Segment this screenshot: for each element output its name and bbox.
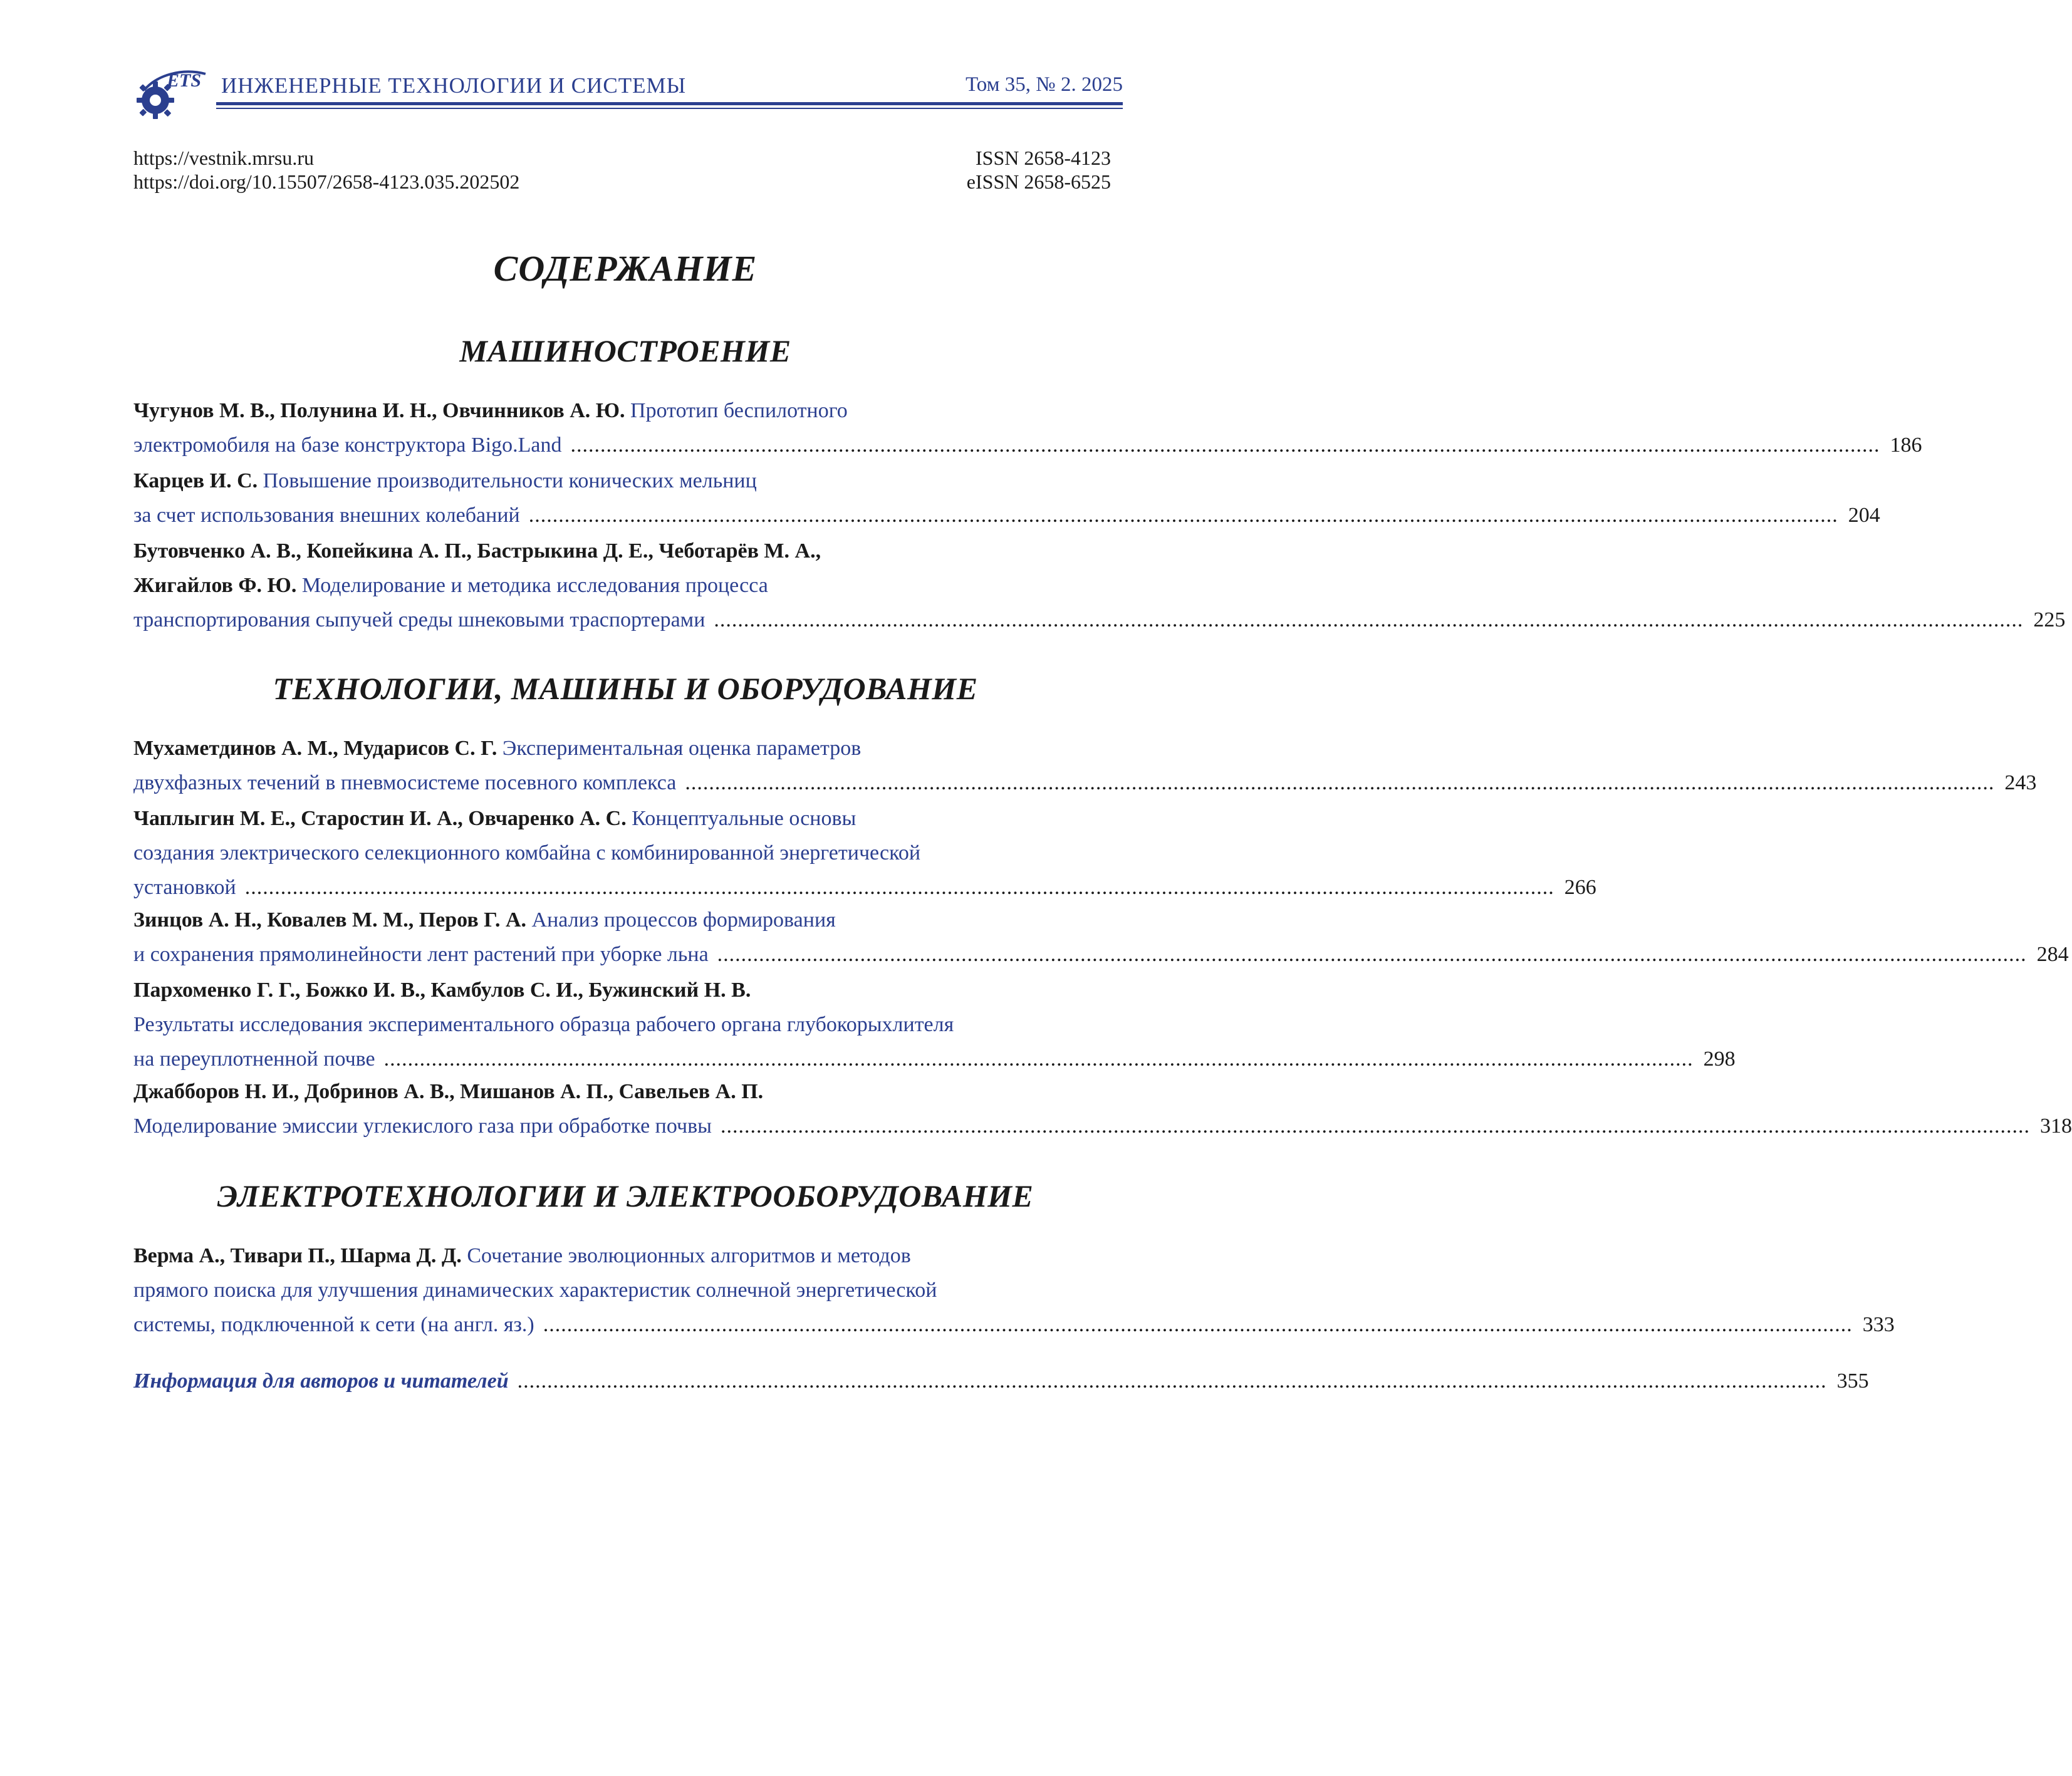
entry-line: [133, 903, 1123, 937]
toc-entry[interactable]: [133, 801, 1596, 905]
entry-title[interactable]: и сохранения прямолинейности лент растений при уборке льна: [133, 943, 709, 966]
entry-page-number[interactable]: 186: [1890, 434, 1922, 457]
entry-line-last: [133, 870, 1596, 905]
entry-title[interactable]: системы, подключенной к сети (на англ. яз.): [133, 1313, 534, 1336]
entry-page-number[interactable]: 284: [2036, 943, 2069, 966]
entry-title[interactable]: электромобиля на базе конструктора Bigo.Land: [133, 434, 562, 457]
entry-page-number[interactable]: 333: [1862, 1313, 1895, 1336]
entry-line-last: [133, 1364, 1869, 1398]
entry-line: [133, 1007, 1123, 1042]
journal-url[interactable]: https://vestnik.mrsu.ru: [133, 147, 314, 169]
leader-dots: ............................................................................................................................................................................................................................: [244, 876, 1554, 899]
toc-entry[interactable]: [133, 973, 1736, 1076]
issn-block: [967, 146, 1111, 194]
entry-authors: Чугунов М. В., Полунина И. Н., Овчинников А. Ю.: [133, 399, 625, 422]
leader-dots: ............................................................................................................................................................................................................................: [528, 504, 1838, 527]
entry-line: [133, 464, 1123, 498]
issue-number: Том 35, № 2. 2025: [966, 73, 1123, 96]
leader-dots: ............................................................................................................................................................................................................................: [543, 1313, 1853, 1336]
leader-dots: ............................................................................................................................................................................................................................: [717, 943, 2027, 966]
entry-line: [133, 1239, 1123, 1273]
entry-title[interactable]: Повышение производительности конических мельниц: [258, 469, 757, 492]
eissn: eISSN 2658-6525: [966, 170, 1111, 193]
leader-dots: ............................................................................................................................................................................................................................: [714, 608, 2024, 631]
leader-dots: ............................................................................................................................................................................................................................: [685, 771, 1995, 794]
entry-line-last: [133, 1307, 1895, 1342]
toc-entry[interactable]: [133, 731, 2037, 800]
leader-dots: ............................................................................................................................................................................................................................: [383, 1047, 1694, 1071]
entry-line: [133, 1074, 1123, 1109]
entry-line-last: [133, 498, 1880, 532]
entry-title[interactable]: установкой: [133, 876, 236, 899]
section-title-technologies-machines: ТЕХНОЛОГИИ, МАШИНЫ И ОБОРУДОВАНИЕ: [273, 671, 978, 706]
entry-title[interactable]: Моделирование и методика исследования процесса: [296, 574, 768, 597]
entry-page-number[interactable]: 318: [2039, 1114, 2072, 1138]
leader-dots: ............................................................................................................................................................................................................................: [720, 1114, 2030, 1138]
journal-title: ИНЖЕНЕРНЫЕ ТЕХНОЛОГИИ И СИСТЕМЫ: [221, 73, 687, 98]
entry-page-number[interactable]: 355: [1836, 1369, 1869, 1393]
entry-page-number[interactable]: 225: [2033, 608, 2066, 631]
entry-line: [133, 1273, 1123, 1307]
toc-entry-info-for-authors[interactable]: [133, 1364, 1869, 1398]
leader-dots: ............................................................................................................................................................................................................................: [517, 1369, 1827, 1393]
entry-page-number[interactable]: 243: [2004, 771, 2037, 794]
entry-line: [133, 801, 1123, 836]
entry-line-last: [133, 766, 2037, 800]
entry-title[interactable]: транспортирования сыпучей среды шнековыми траспортерами: [133, 608, 705, 631]
entry-authors: Мухаметдинов А. М., Мударисов С. Г.: [133, 737, 497, 760]
entry-authors: Чаплыгин М. Е., Старостин И. А., Овчаренко А. С.: [133, 807, 627, 830]
entry-line: [133, 393, 1123, 428]
toc-entry[interactable]: [133, 393, 1922, 462]
entry-page-number[interactable]: 298: [1703, 1047, 1736, 1071]
entry-line-last: [133, 937, 2069, 972]
entry-title[interactable]: Прототип беспилотного: [625, 399, 848, 422]
entry-page-number[interactable]: 204: [1848, 504, 1880, 527]
entry-title[interactable]: за счет использования внешних колебаний: [133, 504, 520, 527]
entry-line-last: [133, 1109, 2072, 1143]
ets-gear-logo-icon: [132, 63, 210, 122]
toc-entry[interactable]: [133, 534, 2066, 637]
entry-title[interactable]: на переуплотненной почве: [133, 1047, 375, 1071]
entry-title[interactable]: Моделирование эмиссии углекислого газа при обработке почвы: [133, 1114, 712, 1138]
entry-authors: Бутовченко А. В., Копейкина А. П., Бастрыкина Д. Е., Чеботарёв М. А.,: [133, 539, 821, 563]
entry-authors: Джабборов Н. И., Добринов А. В., Мишанов А. П., Савельев А. П.: [133, 1080, 764, 1103]
entry-line: [133, 568, 1123, 603]
entry-line-last: [133, 428, 1922, 462]
entry-title[interactable]: двухфазных течений в пневмосистеме посевного комплекса: [133, 771, 677, 794]
section-title-mechanical-engineering: МАШИНОСТРОЕНИЕ: [459, 333, 791, 368]
entry-title[interactable]: создания электрического селекционного комбайна с комбинированной энергетической: [133, 841, 921, 865]
issue-doi[interactable]: https://doi.org/10.15507/2658-4123.035.202502: [133, 170, 520, 193]
header-rule-thick: [216, 102, 1123, 105]
page-title: СОДЕРЖАНИЕ: [493, 248, 757, 289]
entry-title[interactable]: Результаты исследования экспериментального образца рабочего органа глубокорыхлителя: [133, 1013, 954, 1036]
entry-line: [133, 534, 1123, 568]
toc-entry[interactable]: [133, 903, 2069, 972]
entry-line: [133, 973, 1123, 1007]
toc-entry[interactable]: [133, 1074, 2072, 1143]
entry-line-last: [133, 603, 2066, 637]
entry-authors: Жигайлов Ф. Ю.: [133, 574, 297, 597]
entry-title[interactable]: Концептуальные основы: [626, 807, 856, 830]
journal-header: [132, 63, 1123, 119]
entry-title[interactable]: прямого поиска для улучшения динамических характеристик солнечной энергетической: [133, 1279, 937, 1302]
entry-authors: Зинцов А. Н., Ковалев М. М., Перов Г. А.: [133, 908, 527, 932]
leader-dots: ............................................................................................................................................................................................................................: [570, 434, 1880, 457]
entry-authors: Верма А., Тивари П., Шарма Д. Д.: [133, 1244, 462, 1267]
entry-authors: Пархоменко Г. Г., Божко И. В., Камбулов С. И., Бужинский Н. В.: [133, 979, 751, 1002]
info-label[interactable]: Информация для авторов и читателей: [133, 1369, 509, 1393]
entry-title[interactable]: Сочетание эволюционных алгоритмов и методов: [461, 1244, 911, 1267]
entry-page-number[interactable]: 266: [1564, 876, 1596, 899]
entry-line: [133, 836, 1123, 870]
logo-text: ETS: [167, 70, 202, 91]
entry-title[interactable]: Анализ процессов формирования: [526, 908, 836, 932]
toc-entry[interactable]: [133, 464, 1880, 532]
section-title-electrotechnologies: ЭЛЕКТРОТЕХНОЛОГИИ И ЭЛЕКТРООБОРУДОВАНИЕ: [217, 1178, 1034, 1213]
entry-line: [133, 731, 1123, 766]
entry-authors: Карцев И. С.: [133, 469, 258, 492]
header-rule-thin: [216, 108, 1123, 109]
issn: ISSN 2658-4123: [975, 147, 1111, 169]
toc-entry[interactable]: [133, 1239, 1895, 1342]
entry-title[interactable]: Экспериментальная оценка параметров: [497, 737, 862, 760]
journal-links: [133, 146, 519, 194]
entry-line-last: [133, 1042, 1736, 1076]
